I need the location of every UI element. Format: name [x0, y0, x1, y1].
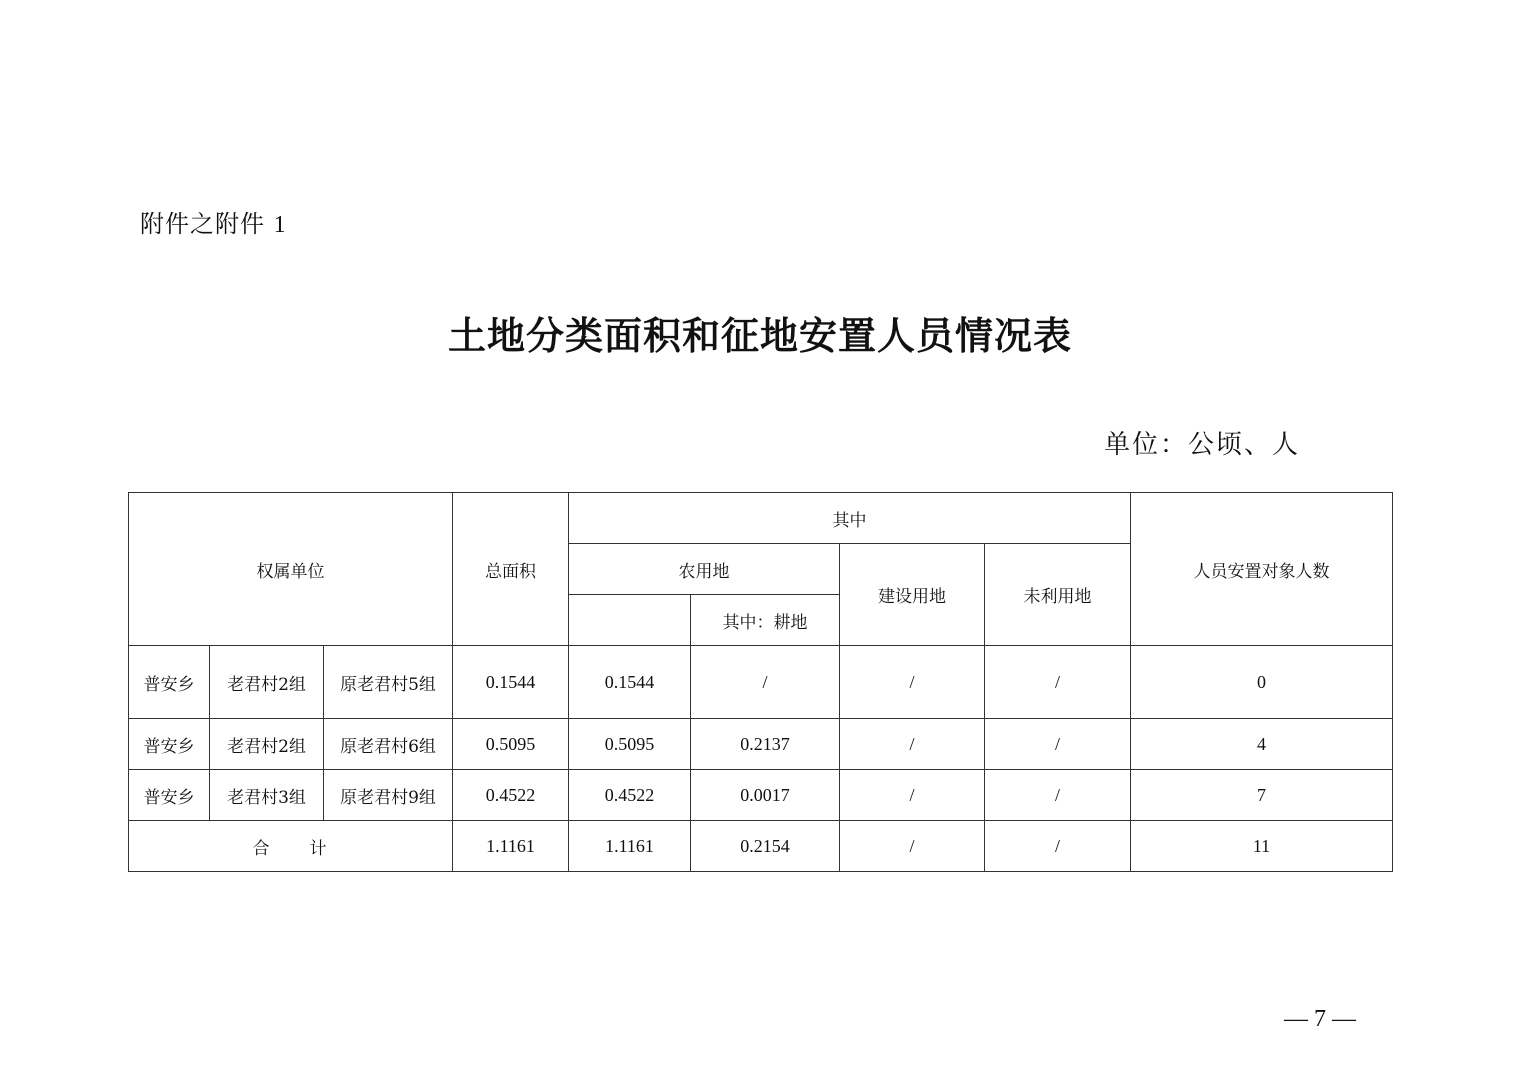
total-area-cell: 0.5095	[453, 719, 569, 770]
unit-label: 单位：公顷、人	[1104, 430, 1301, 460]
total-label-cell: 合 计	[129, 821, 453, 872]
attachment-prefix: 附件之附件	[140, 210, 265, 238]
page-number: — 7 —	[1284, 1006, 1356, 1032]
township-cell: 普安乡	[129, 719, 210, 770]
header-construction-land: 建设用地	[840, 544, 985, 646]
cultivated-cell: /	[691, 646, 840, 719]
total-area-sum-cell: 1.1161	[453, 821, 569, 872]
township-cell: 普安乡	[129, 646, 210, 719]
header-cultivated-land: 其中：耕地	[691, 595, 840, 646]
village-group-cell: 老君村2组	[210, 719, 324, 770]
people-cell: 4	[1131, 719, 1393, 770]
township-cell: 普安乡	[129, 770, 210, 821]
agricultural-cell: 0.5095	[569, 719, 691, 770]
cultivated-sum-cell: 0.2154	[691, 821, 840, 872]
header-unused-land: 未利用地	[985, 544, 1131, 646]
attachment-label	[140, 204, 287, 239]
total-area-cell: 0.1544	[453, 646, 569, 719]
people-cell: 7	[1131, 770, 1393, 821]
construction-sum-cell: /	[840, 821, 985, 872]
unused-cell: /	[985, 719, 1131, 770]
original-group-cell: 原老君村9组	[324, 770, 453, 821]
total-row	[129, 821, 1393, 872]
agricultural-sum-cell: 1.1161	[569, 821, 691, 872]
document-title: 土地分类面积和征地安置人员情况表	[447, 313, 1072, 358]
people-cell: 0	[1131, 646, 1393, 719]
unused-cell: /	[985, 770, 1131, 821]
cultivated-cell: 0.0017	[691, 770, 840, 821]
header-total-area: 总面积	[453, 493, 569, 646]
cultivated-cell: 0.2137	[691, 719, 840, 770]
original-group-cell: 原老君村6组	[324, 719, 453, 770]
construction-cell: /	[840, 719, 985, 770]
unused-sum-cell: /	[985, 821, 1131, 872]
village-group-cell: 老君村3组	[210, 770, 324, 821]
table-row	[129, 770, 1393, 821]
agricultural-cell: 0.4522	[569, 770, 691, 821]
people-sum-cell: 11	[1131, 821, 1393, 872]
header-row-1	[129, 493, 1393, 544]
construction-cell: /	[840, 646, 985, 719]
header-of-which: 其中	[569, 493, 1131, 544]
agricultural-cell: 0.1544	[569, 646, 691, 719]
attachment-number: 1	[273, 212, 287, 238]
construction-cell: /	[840, 770, 985, 821]
unused-cell: /	[985, 646, 1131, 719]
header-owner-unit: 权属单位	[129, 493, 453, 646]
total-area-cell: 0.4522	[453, 770, 569, 821]
header-agricultural-land: 农用地	[569, 544, 840, 595]
table-row	[129, 646, 1393, 719]
original-group-cell: 原老君村5组	[324, 646, 453, 719]
table-row	[129, 719, 1393, 770]
village-group-cell: 老君村2组	[210, 646, 324, 719]
header-agricultural-spacer	[569, 595, 691, 646]
header-resettled-people: 人员安置对象人数	[1131, 493, 1393, 646]
land-resettlement-table	[128, 492, 1393, 872]
